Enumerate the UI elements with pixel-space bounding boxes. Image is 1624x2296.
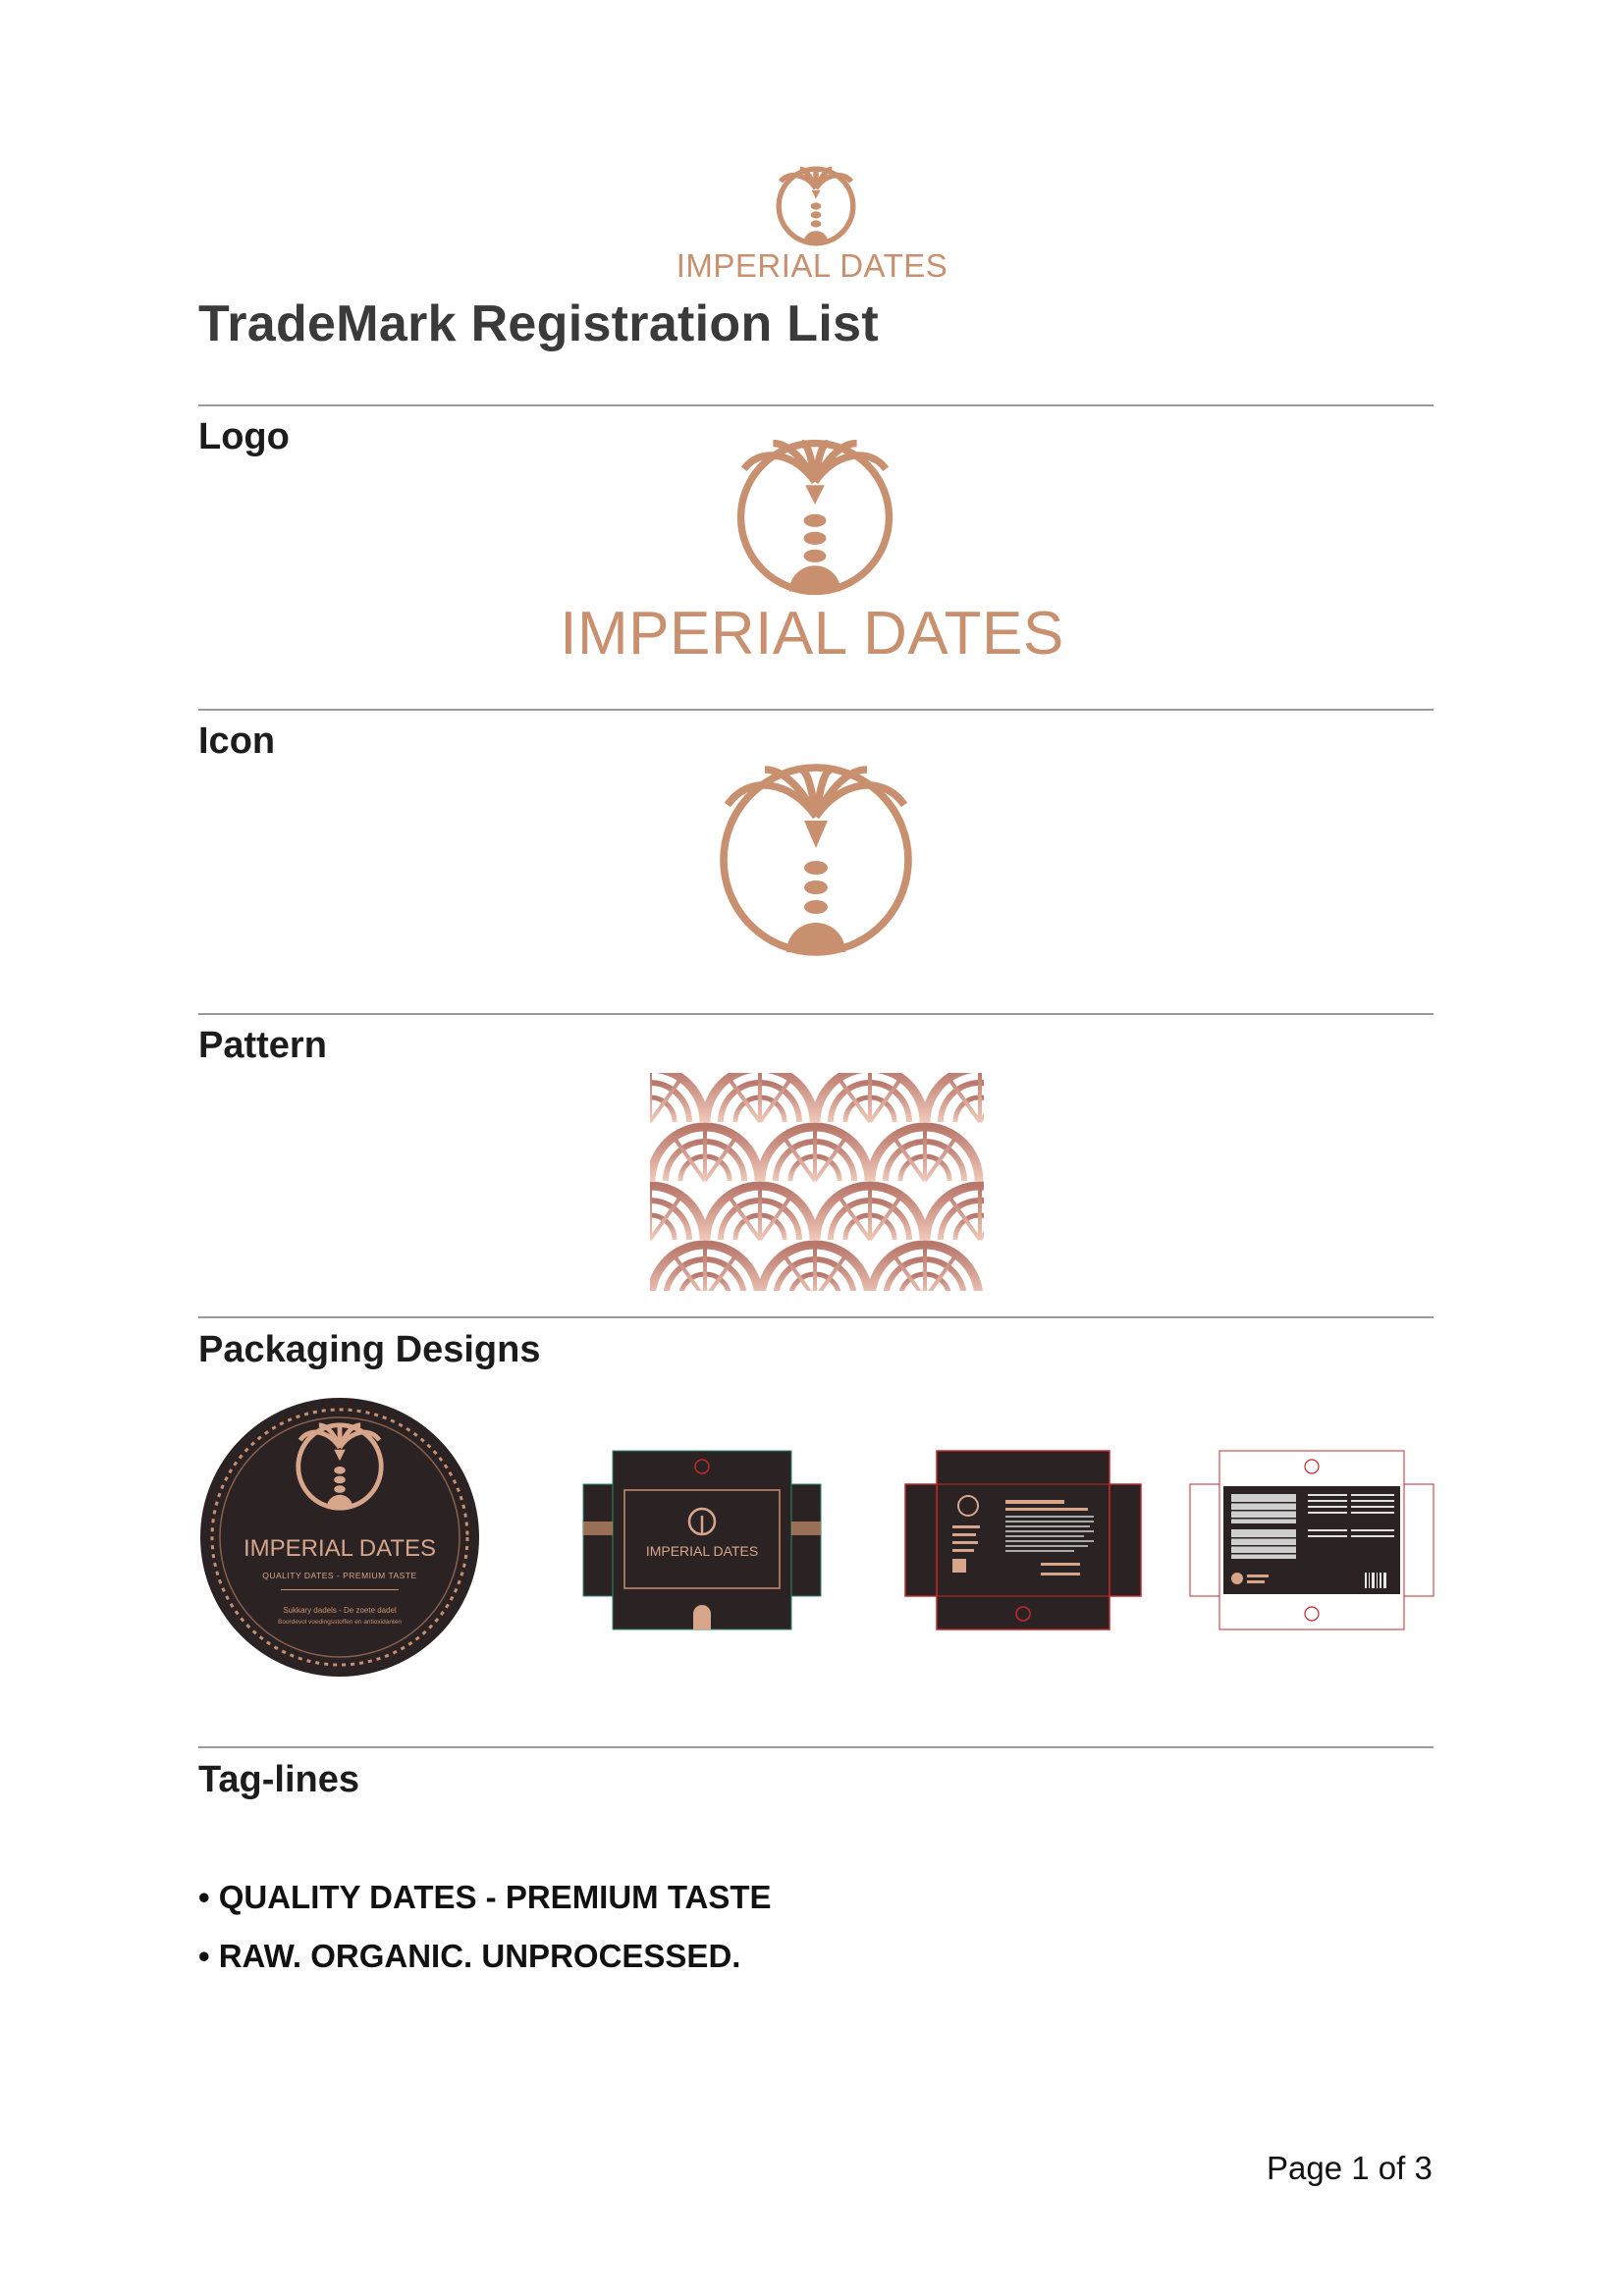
divider [198,709,1434,711]
page-number: Page 1 of 3 [1267,2150,1433,2186]
divider [198,1013,1434,1015]
header-palm-emblem-icon [772,162,860,250]
lid-subline: QUALITY DATES - PREMIUM TASTE [262,1571,417,1580]
lid-small-line-1: Sukkary dadels - De zoete dadel [283,1606,397,1615]
divider [198,1746,1434,1748]
packaging-box-front [583,1451,821,1629]
logo-palm-emblem-icon [734,437,895,598]
section-label-packaging: Packaging Designs [198,1329,541,1370]
box-front-brand-name: IMPERIAL DATES [645,1543,759,1559]
header-brand-name: IMPERIAL DATES [676,247,948,284]
section-label-icon: Icon [198,721,276,762]
packaging-box-label [1188,1451,1435,1629]
packaging-box-back [903,1451,1143,1629]
icon-palm-emblem-icon [718,762,914,958]
logo-brand-name: IMPERIAL DATES [560,600,1064,667]
tagline-item: • RAW. ORGANIC. UNPROCESSED. [198,1938,741,1974]
packaging-lid [200,1398,479,1677]
section-label-logo: Logo [198,416,290,457]
lid-brand-name: IMPERIAL DATES [243,1535,437,1562]
pattern-tile [650,1073,984,1291]
section-label-taglines: Tag-lines [198,1759,359,1800]
lid-palm-emblem-icon [293,1419,387,1514]
divider [198,404,1434,406]
divider [198,1316,1434,1318]
lid-small-line-2: Boordevol voedingsstoffen en antioxidanten [277,1619,402,1626]
tagline-item: • QUALITY DATES - PREMIUM TASTE [198,1879,772,1915]
lid-divider [281,1589,399,1590]
section-label-pattern: Pattern [198,1025,327,1066]
page-title: TradeMark Registration List [198,295,879,352]
